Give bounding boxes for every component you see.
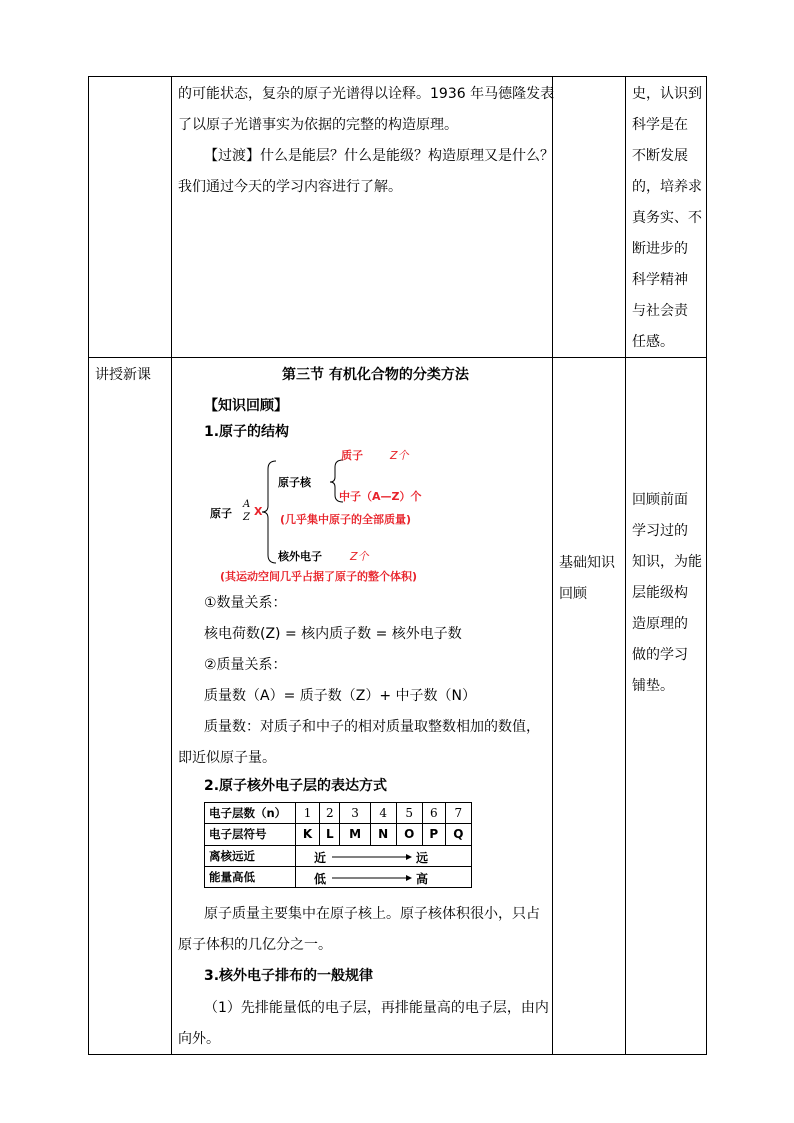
neutron-label: 中子（A—Z）个: [339, 490, 422, 503]
rule-line: 向外。: [178, 1031, 220, 1047]
table-row: [205, 845, 472, 866]
element-symbol: X: [254, 505, 263, 518]
intent-line: 的，培养求: [632, 179, 702, 195]
col-border-1: [171, 76, 172, 1055]
col-border-4: [706, 76, 707, 1055]
paragraph-line: 原子质量主要集中在原子核上。原子核体积很小，只占: [204, 906, 540, 922]
intent-line: 铺垫。: [632, 678, 674, 694]
item3-heading: 3.核外电子排布的一般规律: [204, 968, 374, 984]
transition-line: 【过渡】什么是能层？什么是能级？构造原理又是什么？: [204, 148, 554, 164]
mass-formula: 质量数（A）= 质子数（Z）+ 中子数（N）: [204, 688, 477, 704]
row-label: 离核远近: [205, 845, 296, 866]
review-heading: 【知识回顾】: [204, 398, 288, 414]
distance-cell: [296, 845, 472, 866]
count-formula: 核电荷数(Z) = 核内质子数 = 核外电子数: [204, 626, 462, 642]
shell-symbol: O: [396, 824, 422, 845]
shell-number: 2: [320, 803, 340, 824]
shell-symbol: K: [296, 824, 320, 845]
shell-number: 1: [296, 803, 320, 824]
shell-symbol: M: [340, 824, 370, 845]
intent-line: 回顾前面: [632, 492, 688, 508]
intent-line: 造原理的: [632, 616, 688, 632]
table-bottom-border: [88, 1054, 706, 1055]
intent-line: 知识，为能: [632, 554, 702, 570]
row-divider: [88, 357, 706, 358]
mass-definition: 质量数：对质子和中子的相对质量取整数相加的数值，: [204, 719, 540, 735]
col-border-3: [625, 76, 626, 1055]
table-top-border: [88, 76, 706, 77]
paragraph-line: 原子体积的几亿分之一。: [178, 937, 332, 953]
intent-line: 任感。: [632, 334, 674, 350]
shell-symbol: N: [370, 824, 396, 845]
col-border-0: [88, 76, 89, 1055]
intent-line: 学习过的: [632, 523, 688, 539]
energy-cell: [296, 866, 472, 887]
intent-line: 真务实、不: [632, 210, 702, 226]
shell-number: 3: [340, 803, 370, 824]
energy-arrow-icon: [332, 873, 412, 883]
near-label: 近: [314, 850, 327, 865]
mass-number: A: [243, 499, 251, 510]
mass-definition: 即近似原子量。: [178, 750, 276, 766]
proton-count: Z个: [390, 449, 409, 462]
shell-number: 4: [370, 803, 396, 824]
section-title: 第三节 有机化合物的分类方法: [282, 367, 469, 383]
intent-line: 科学精神: [632, 272, 688, 288]
paragraph-line: 的可能状态，复杂的原子光谱得以诠释。1936 年马德隆发表: [178, 86, 555, 102]
nucleus-note: (几乎集中原子的全部质量): [280, 513, 412, 526]
row-label: 电子层数（n）: [205, 803, 296, 824]
intent-line: 不断发展: [632, 148, 688, 164]
intent-line: 科学是在: [632, 117, 688, 133]
row-label: 能量高低: [205, 866, 296, 887]
shell-symbol: L: [320, 824, 340, 845]
row-label: 电子层符号: [205, 824, 296, 845]
shell-symbol: Q: [445, 824, 471, 845]
intent-line: 层能级构: [632, 585, 688, 601]
student-activity: 回顾: [559, 586, 587, 602]
shell-symbol: P: [422, 824, 445, 845]
atomic-number: Z: [243, 512, 250, 523]
nucleus-label: 原子核: [278, 476, 311, 489]
item1-heading: 1.原子的结构: [204, 424, 290, 440]
intent-line: 史，认识到: [632, 86, 702, 102]
table-row: [205, 803, 472, 824]
transition-line: 我们通过今天的学习内容进行了解。: [178, 179, 402, 195]
high-label: 高: [416, 871, 429, 886]
electron-label: 核外电子: [278, 550, 322, 563]
electron-note: (其运动空间几乎占据了原子的整个体积): [220, 570, 418, 583]
shell-number: 7: [445, 803, 471, 824]
atom-label: 原子: [210, 507, 232, 520]
low-label: 低: [314, 871, 327, 886]
paragraph-line: 了以原子光谱事实为依据的完整的构造原理。: [178, 117, 458, 133]
item2-heading: 2.原子核外电子层的表达方式: [204, 778, 388, 794]
shell-number: 5: [396, 803, 422, 824]
proton-label: 质子: [341, 449, 363, 462]
rule-line: （1）先排能量低的电子层，再排能量高的电子层，由内: [204, 1000, 549, 1016]
electron-count: Z个: [350, 550, 369, 563]
shell-number: 6: [422, 803, 445, 824]
electron-shell-table: [204, 802, 472, 888]
table-row: [205, 866, 472, 887]
col-border-2: [552, 76, 553, 1055]
count-heading: ①数量关系：: [204, 595, 287, 611]
intent-line: 与社会责: [632, 303, 688, 319]
intent-line: 断进步的: [632, 241, 688, 257]
distance-arrow-icon: [332, 852, 412, 862]
far-label: 远: [416, 850, 429, 865]
table-row: [205, 824, 472, 845]
student-activity: 基础知识: [559, 555, 615, 571]
intent-line: 做的学习: [632, 647, 688, 663]
mass-heading: ②质量关系：: [204, 657, 287, 673]
stage-label: 讲授新课: [95, 367, 151, 383]
